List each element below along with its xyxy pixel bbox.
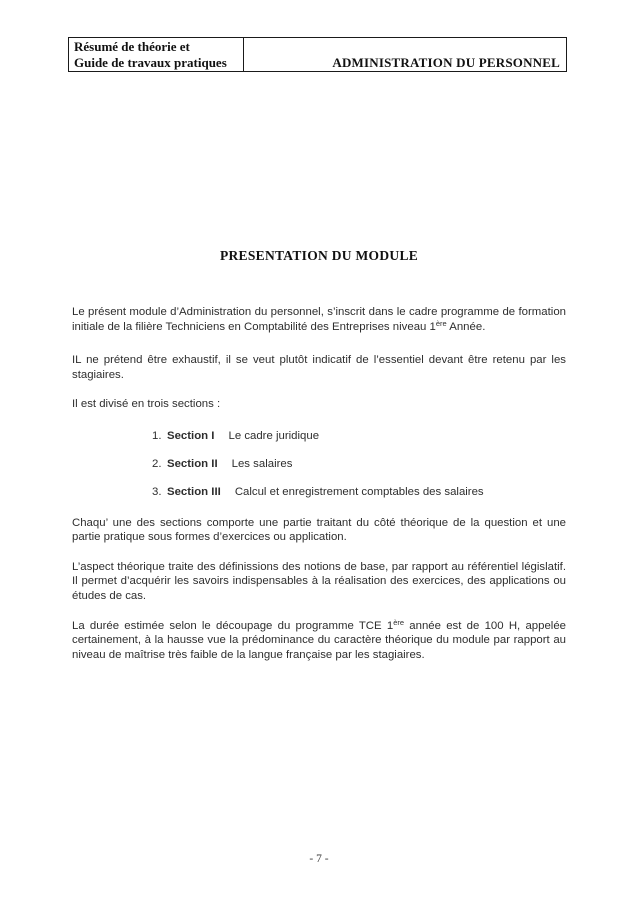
- paragraph-intro-tail: Année.: [446, 320, 486, 333]
- ordinal-superscript: ère: [393, 617, 405, 627]
- list-item-text: Les salaires: [231, 457, 293, 470]
- page-title: PRESENTATION DU MODULE: [219, 248, 419, 263]
- paragraph-duration: [72, 619, 566, 663]
- list-item-number: 1.: [152, 429, 162, 442]
- ordinal-superscript: ère: [435, 318, 447, 328]
- list-item: [72, 429, 566, 444]
- paragraph-duration-text: La durée estimée selon le découpage du programme TCE 1: [72, 619, 394, 632]
- document-body: [72, 0, 566, 662]
- page-number: - 7 -: [309, 853, 329, 865]
- list-item-number: 2.: [152, 457, 162, 470]
- paragraph-intro: [72, 305, 566, 334]
- list-item-text: Le cadre juridique: [228, 429, 320, 442]
- section-list: [72, 429, 566, 500]
- list-item: [72, 457, 566, 472]
- paragraph-structure: Chaqu’ une des sections comporte une partie traitant du côté théorique de la question et une partie pratique sous formes d’exercices ou application.: [72, 516, 566, 544]
- list-item-number: 3.: [152, 485, 162, 498]
- paragraph-intro-text: Le présent module d’Administration du personnel, s’inscrit dans le cadre programme de formation initiale de la filière Techniciens en Comptabilité des Entreprises niveau 1: [72, 306, 566, 333]
- paragraph-theory: L’aspect théorique traite des définissions des notions de base, par rapport au référentiel législatif. Il permet d’acquérir les savoirs indispensables à la réalisation des exercices, des applications ou études de cas.: [72, 560, 566, 602]
- header-left-line2: Guide de travaux pratiques: [74, 54, 227, 70]
- page-footer: [0, 853, 638, 865]
- list-item-text: Calcul et enregistrement comptables des salaires: [234, 485, 484, 498]
- header-left-line1: Résumé de théorie et: [74, 39, 190, 54]
- paragraph-sections-lead: Il est divisé en trois sections :: [72, 398, 221, 411]
- paragraph-scope: IL ne prétend être exhaustif, il se veut plutôt indicatif de l’essentiel devant être retenu par les stagiaires.: [72, 354, 566, 381]
- list-item-label: Section II: [167, 457, 218, 470]
- list-item-label: Section I: [167, 429, 215, 442]
- header-module-title: ADMINISTRATION DU PERSONNEL: [332, 55, 560, 70]
- list-item: [72, 485, 566, 500]
- paragraph-duration-tail: année est de 100 H, appelée certainement, à la hausse vue la prédominance du caractère théorique du module par rapport au niveau de maîtrise très faible de la langue française par les stagiaires.: [72, 619, 566, 661]
- list-item-label: Section III: [167, 485, 221, 498]
